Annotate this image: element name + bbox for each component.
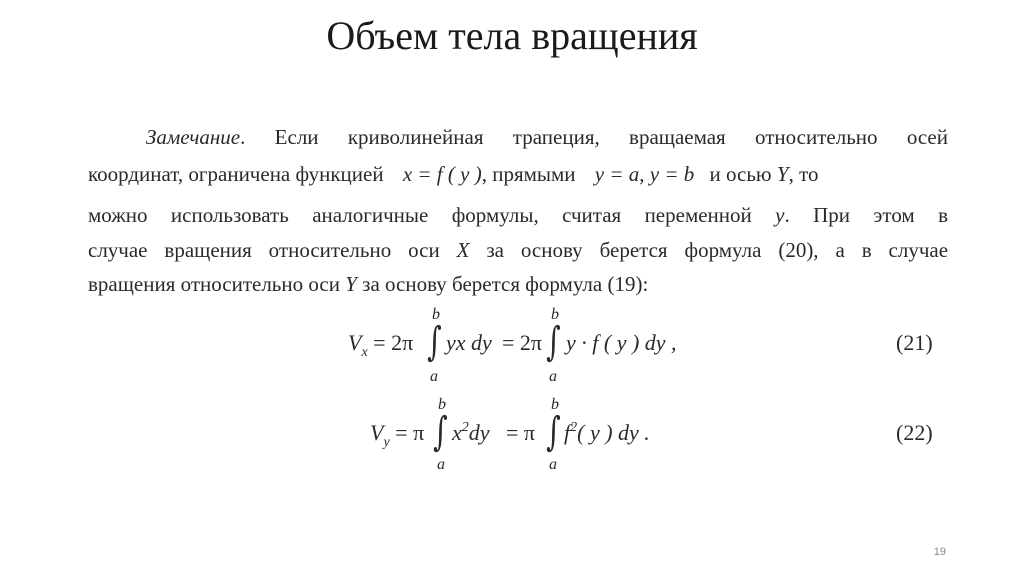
remark-line-3: [88, 203, 948, 228]
formula22-integral-1: ∫: [433, 409, 448, 455]
formula22-lhs-var: V: [370, 420, 384, 445]
remark-line5-a: вращения относительно оси: [88, 272, 340, 296]
remark-line-1: [146, 125, 948, 150]
remark-line5-b: за основу берется формула (19):: [362, 272, 649, 296]
remark-line2-b: , прямыми: [481, 162, 576, 186]
remark-line1-text: . Если криволинейная трапеция, вращаемая относительно осей: [240, 125, 948, 149]
formula22-int1-upper: b: [438, 396, 446, 413]
slide-title: Объем тела вращения: [326, 13, 698, 58]
formula22-eq1: = π: [395, 420, 425, 445]
formula21-int2-upper: b: [551, 306, 559, 323]
formula22-lhs-sub: y: [383, 435, 390, 450]
formula22-eq2: = π: [506, 420, 536, 445]
remark-line4-b: за основу берется формула (20), а в случае: [486, 238, 949, 262]
inline-formula-y-lines: y = a, y = b: [594, 162, 695, 186]
remark-line3-var: y: [775, 203, 785, 227]
formula21-lhs-var: V: [348, 330, 362, 355]
inline-formula-x-f-y: x = f ( y ): [402, 162, 482, 186]
formula21-eq2: = 2π: [502, 330, 543, 355]
remark-line-2: [88, 162, 948, 187]
formula22-f: f: [564, 420, 571, 445]
formula21-int1-lower: a: [430, 368, 438, 385]
formula22-int2-upper: b: [551, 396, 559, 413]
formula22-lhs: [370, 420, 424, 451]
formula22-x-exp: 2: [461, 420, 469, 435]
formula21-number: (21): [896, 330, 933, 355]
formula21-int1-upper: b: [432, 306, 440, 323]
page-number: 19: [933, 546, 946, 558]
formula22-int2-lower: a: [549, 456, 557, 473]
formula22-x: x: [452, 420, 462, 445]
remark-line2-d: , то: [788, 162, 819, 186]
formula21-integral-1: ∫: [427, 319, 442, 365]
remark-line2-c: и осью: [709, 162, 772, 186]
remark-line4-axis: X: [456, 238, 470, 262]
remark-line5-axis: Y: [345, 272, 357, 296]
remark-label: Замечание: [146, 125, 241, 149]
remark-line2-a: координат, ограничена функцией: [88, 162, 384, 186]
remark-line3-a: можно использовать аналогичные формулы, считая переменной: [88, 203, 752, 227]
formula21-integral-2: ∫: [546, 319, 561, 365]
remark-line-5: [88, 272, 648, 297]
formula22-tail: ( y ) dy .: [577, 420, 650, 445]
formula21-int2-lower: a: [549, 368, 557, 385]
formula22-dy: dy: [468, 420, 490, 445]
formula21-integrand-2: y · f ( y ) dy ,: [566, 330, 677, 355]
remark-line3-b: . При этом в: [784, 203, 949, 227]
formula21-integrand-1: yx dy: [446, 330, 492, 355]
formula21-lhs-sub: x: [361, 345, 368, 360]
remark-line-4: [88, 238, 948, 263]
formula21-lhs: [348, 330, 413, 361]
formula21-eq1: = 2π: [373, 330, 414, 355]
formula22-integral-2: ∫: [546, 409, 561, 455]
remark-line4-a: случае вращения относительно оси: [88, 238, 440, 262]
formula22-integrand-1: [452, 420, 490, 446]
remark-line2-axis: Y: [776, 162, 789, 186]
formula22-f-exp: 2: [570, 420, 578, 435]
formula22-integrand-2: [564, 420, 650, 446]
formula22-int1-lower: a: [437, 456, 445, 473]
formula22-number: (22): [896, 420, 933, 445]
